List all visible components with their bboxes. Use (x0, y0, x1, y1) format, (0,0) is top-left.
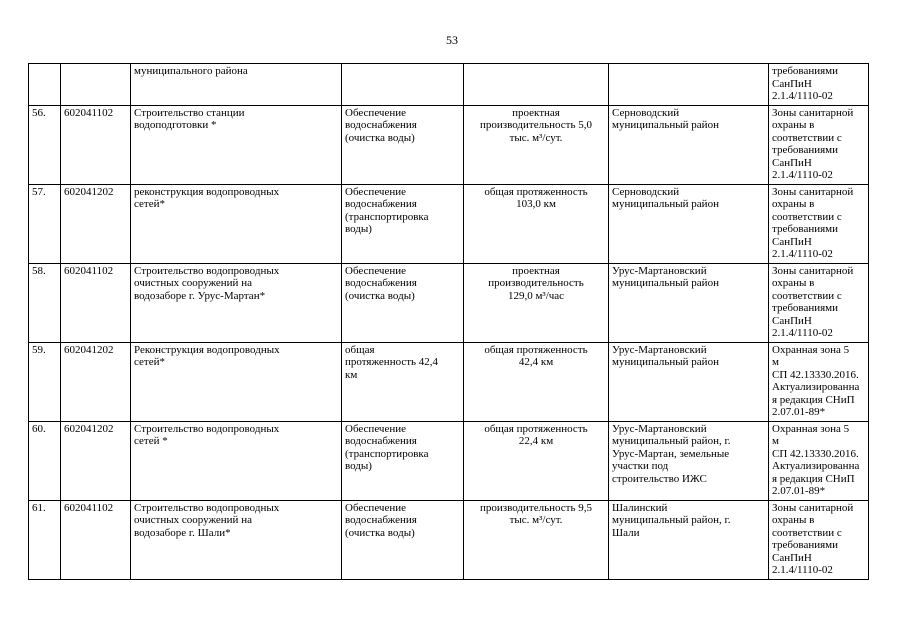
cell-num-text: 57. (32, 185, 46, 198)
cell-purpose-text: общая протяженность 42,4 км (345, 343, 439, 381)
cell-purpose (342, 105, 464, 184)
cell-num (29, 184, 61, 263)
cell-num-text: 58. (32, 264, 46, 277)
cell-zone (769, 184, 869, 263)
cell-purpose (342, 184, 464, 263)
table-row (29, 184, 869, 263)
cell-zone (769, 421, 869, 500)
cell-place (609, 105, 769, 184)
cell-num (29, 64, 61, 106)
cell-place-text: Урус-Мартановский муниципальный район (612, 264, 719, 289)
cell-purpose (342, 500, 464, 579)
cell-name-text: Строительство станции водоподготовки * (134, 106, 245, 131)
cell-num-text: 60. (32, 422, 46, 435)
cell-purpose-text: Обеспечение водоснабжения (очистка воды) (345, 501, 417, 539)
cell-code (61, 263, 131, 342)
cell-code (61, 184, 131, 263)
cell-characteristic-text: проектная производительность 5,0 тыс. м³/сут. (480, 106, 592, 144)
cell-code-text: 602041102 (64, 106, 114, 119)
table-body (29, 64, 869, 580)
cell-num-text: 59. (32, 343, 46, 356)
cell-characteristic (464, 263, 609, 342)
cell-zone (769, 263, 869, 342)
cell-characteristic (464, 342, 609, 421)
cell-name-text: Строительство водопроводных очистных сооружений на водозаборе г. Урус-Мартан* (134, 264, 280, 302)
cell-code (61, 105, 131, 184)
cell-place-text: Урус-Мартановский муниципальный район, г. Урус-Мартан, земельные участки под строительство ИЖС (612, 422, 731, 485)
cell-characteristic-text: производительность 9,5 тыс. м³/сут. (480, 501, 592, 526)
cell-zone-text: Охранная зона 5 м СП 42.13330.2016. Актуализированна я редакция СНиП 2.07.01-89* (772, 343, 860, 418)
cell-num-text: 56. (32, 106, 46, 119)
cell-place (609, 64, 769, 106)
cell-name-text: Строительство водопроводных очистных сооружений на водозаборе г. Шали* (134, 501, 280, 539)
cell-num-text: 61. (32, 501, 46, 514)
cell-zone (769, 500, 869, 579)
cell-zone (769, 64, 869, 106)
table-row (29, 421, 869, 500)
cell-zone (769, 105, 869, 184)
cell-characteristic (464, 421, 609, 500)
cell-code (61, 342, 131, 421)
cell-characteristic-text: проектная производительность 129,0 м³/час (488, 264, 584, 302)
cell-name-text: Строительство водопроводных сетей * (134, 422, 280, 447)
cell-name (131, 500, 342, 579)
cell-zone-text: Зоны санитарной охраны в соответствии с требованиями СанПиН 2.1.4/1110-02 (772, 185, 854, 260)
cell-name-text: Реконструкция водопроводных сетей* (134, 343, 280, 368)
cell-place-text: Шалинский муниципальный район, г. Шали (612, 501, 731, 539)
cell-purpose-text: Обеспечение водоснабжения (очистка воды) (345, 264, 417, 302)
cell-place-text: Урус-Мартановский муниципальный район (612, 343, 719, 368)
facilities-table (28, 63, 869, 580)
cell-place-text: Серноводский муниципальный район (612, 185, 719, 210)
cell-purpose-text: Обеспечение водоснабжения (транспортировка воды) (345, 185, 429, 235)
cell-name-text: муниципального района (134, 65, 248, 77)
cell-code-text: 602041102 (64, 264, 114, 277)
cell-name (131, 342, 342, 421)
cell-code-text: 602041202 (64, 343, 114, 356)
cell-zone-text: Зоны санитарной охраны в соответствии с требованиями СанПиН 2.1.4/1110-02 (772, 264, 854, 339)
cell-place (609, 500, 769, 579)
cell-place-text: Серноводский муниципальный район (612, 106, 719, 131)
cell-place (609, 421, 769, 500)
cell-zone-text: Охранная зона 5 м СП 42.13330.2016. Актуализированна я редакция СНиП 2.07.01-89* (772, 422, 860, 497)
cell-purpose-text: Обеспечение водоснабжения (транспортировка воды) (345, 422, 429, 472)
cell-place (609, 342, 769, 421)
cell-num (29, 105, 61, 184)
cell-purpose (342, 64, 464, 106)
cell-purpose (342, 421, 464, 500)
cell-code-text: 602041202 (64, 422, 114, 435)
cell-name (131, 105, 342, 184)
cell-characteristic-text: общая протяженность 103,0 км (484, 185, 588, 210)
page-number: 53 (446, 33, 458, 47)
cell-name (131, 184, 342, 263)
cell-code-text: 602041102 (64, 501, 114, 514)
cell-num (29, 342, 61, 421)
cell-num (29, 263, 61, 342)
cell-characteristic-text: общая протяженность 42,4 км (484, 343, 588, 368)
cell-code (61, 421, 131, 500)
table-row (29, 105, 869, 184)
table-row-continuation (29, 64, 869, 106)
cell-characteristic (464, 184, 609, 263)
cell-code (61, 500, 131, 579)
cell-code (61, 64, 131, 106)
cell-characteristic (464, 105, 609, 184)
cell-purpose-text: Обеспечение водоснабжения (очистка воды) (345, 106, 417, 144)
cell-code-text: 602041202 (64, 185, 114, 198)
cell-characteristic (464, 64, 609, 106)
cell-num (29, 500, 61, 579)
table-row (29, 342, 869, 421)
cell-zone (769, 342, 869, 421)
cell-purpose (342, 342, 464, 421)
cell-characteristic-text: общая протяженность 22,4 км (484, 422, 588, 447)
cell-place (609, 184, 769, 263)
cell-zone-text: Зоны санитарной охраны в соответствии с требованиями СанПиН 2.1.4/1110-02 (772, 106, 854, 181)
cell-purpose (342, 263, 464, 342)
cell-zone-text: Зоны санитарной охраны в соответствии с требованиями СанПиН 2.1.4/1110-02 (772, 501, 854, 576)
cell-name (131, 64, 342, 106)
cell-characteristic (464, 500, 609, 579)
cell-place (609, 263, 769, 342)
table-row (29, 263, 869, 342)
cell-zone-text: требованиями СанПиН 2.1.4/1110-02 (772, 65, 839, 102)
cell-num (29, 421, 61, 500)
cell-name-text: реконструкция водопроводных сетей* (134, 185, 280, 210)
table-row (29, 500, 869, 579)
cell-name (131, 421, 342, 500)
cell-name (131, 263, 342, 342)
